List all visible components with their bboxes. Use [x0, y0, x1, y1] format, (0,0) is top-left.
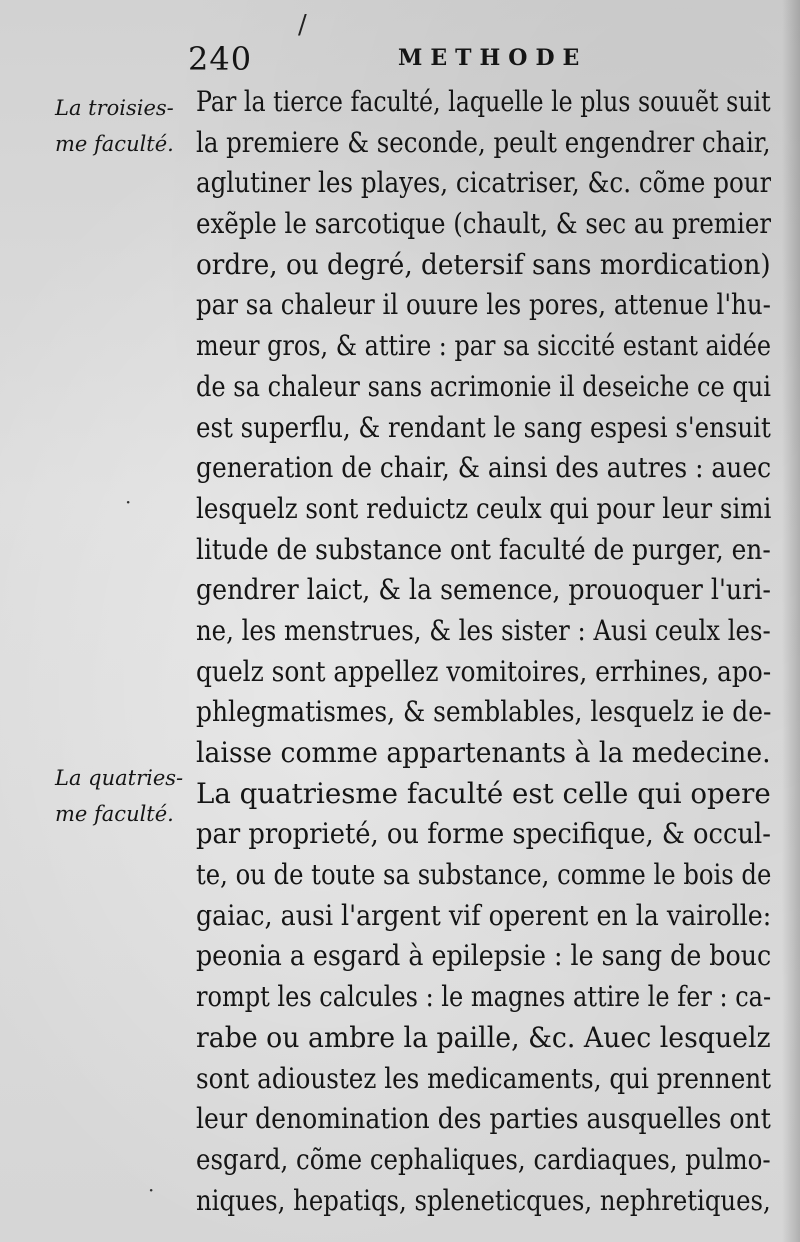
text-line: gaiac, ausi l'argent vif operent en la vairolle:	[196, 898, 771, 932]
text-line: de sa chaleur sans acrimonie il deseiche ce qui	[196, 369, 771, 403]
margin-note-third-faculty	[55, 90, 195, 162]
body-text	[196, 82, 771, 1221]
ink-speck: ·	[148, 1178, 155, 1202]
text-line: la premiere & seconde, peult engendrer chair,	[196, 125, 771, 159]
text-line: par sa chaleur il ouure les pores, attenue l'hu-	[196, 288, 771, 322]
text-line: phlegmatismes, & semblables, lesquelz ie de-	[196, 695, 771, 729]
text-line: gendrer laict, & la semence, prouoquer l'uri-	[196, 573, 771, 607]
text-line: quelz sont appellez vomitoires, errhines, apo-	[196, 654, 771, 688]
text-line: rompt les calcules : le magnes attire le fer : ca-	[196, 980, 771, 1014]
margin-note-line: La troisies-	[55, 96, 174, 120]
text-line: par proprieté, ou forme specifique, & occul-	[196, 817, 771, 851]
text-line: generation de chair, & ainsi des autres : auec	[196, 451, 771, 485]
margin-note-line: La quatries-	[55, 766, 184, 790]
text-line: sont adioustez les medicaments, qui prennent	[196, 1061, 771, 1095]
top-mark: /	[298, 10, 307, 40]
page-number: 240	[188, 40, 253, 78]
text-line: ne, les menstrues, & les sister : Ausi ceulx les-	[196, 613, 771, 647]
running-title: METHODE	[398, 45, 588, 71]
text-line: aglutiner les playes, cicatriser, &c. cõme pour	[196, 166, 771, 200]
text-line: litude de substance ont faculté de purger, en-	[196, 532, 771, 566]
text-line: est superflu, & rendant le sang espesi s'ensuit	[196, 410, 771, 444]
text-line: meur gros, & attire : par sa siccité estant aidée	[196, 329, 771, 363]
text-line: ordre, ou degré, detersif sans mordication)	[196, 247, 771, 281]
text-line: esgard, cõme cephaliques, cardiaques, pulmo-	[196, 1142, 771, 1176]
text-line: laisse comme appartenants à la medecine.	[196, 736, 771, 769]
text-line: leur denomination des parties ausquelles ont	[196, 1102, 771, 1136]
margin-note-fourth-faculty	[55, 760, 195, 832]
text-line: exẽple le sarcotique (chault, & sec au premier	[196, 207, 771, 241]
text-line: lesquelz sont reduictz ceulx qui pour leur simi	[196, 491, 771, 525]
text-line: rabe ou ambre la paille, &c. Auec lesquelz	[196, 1020, 771, 1054]
margin-note-line: me faculté.	[55, 802, 174, 826]
text-line: te, ou de toute sa substance, comme le bois de	[196, 858, 771, 892]
ink-speck: ·	[125, 490, 132, 514]
text-line: peonia a esgard à epilepsie : le sang de bouc	[196, 939, 771, 973]
page-header	[0, 40, 800, 84]
text-line: La quatriesme faculté est celle qui opere	[196, 776, 771, 810]
text-line: niques, hepatiqs, spleneticques, nephretiques,	[196, 1183, 771, 1217]
text-line: Par la tierce faculté, laquelle le plus souuẽt suit	[196, 85, 771, 118]
page-edge-shadow	[782, 0, 800, 1242]
margin-note-line: me faculté.	[55, 132, 174, 156]
